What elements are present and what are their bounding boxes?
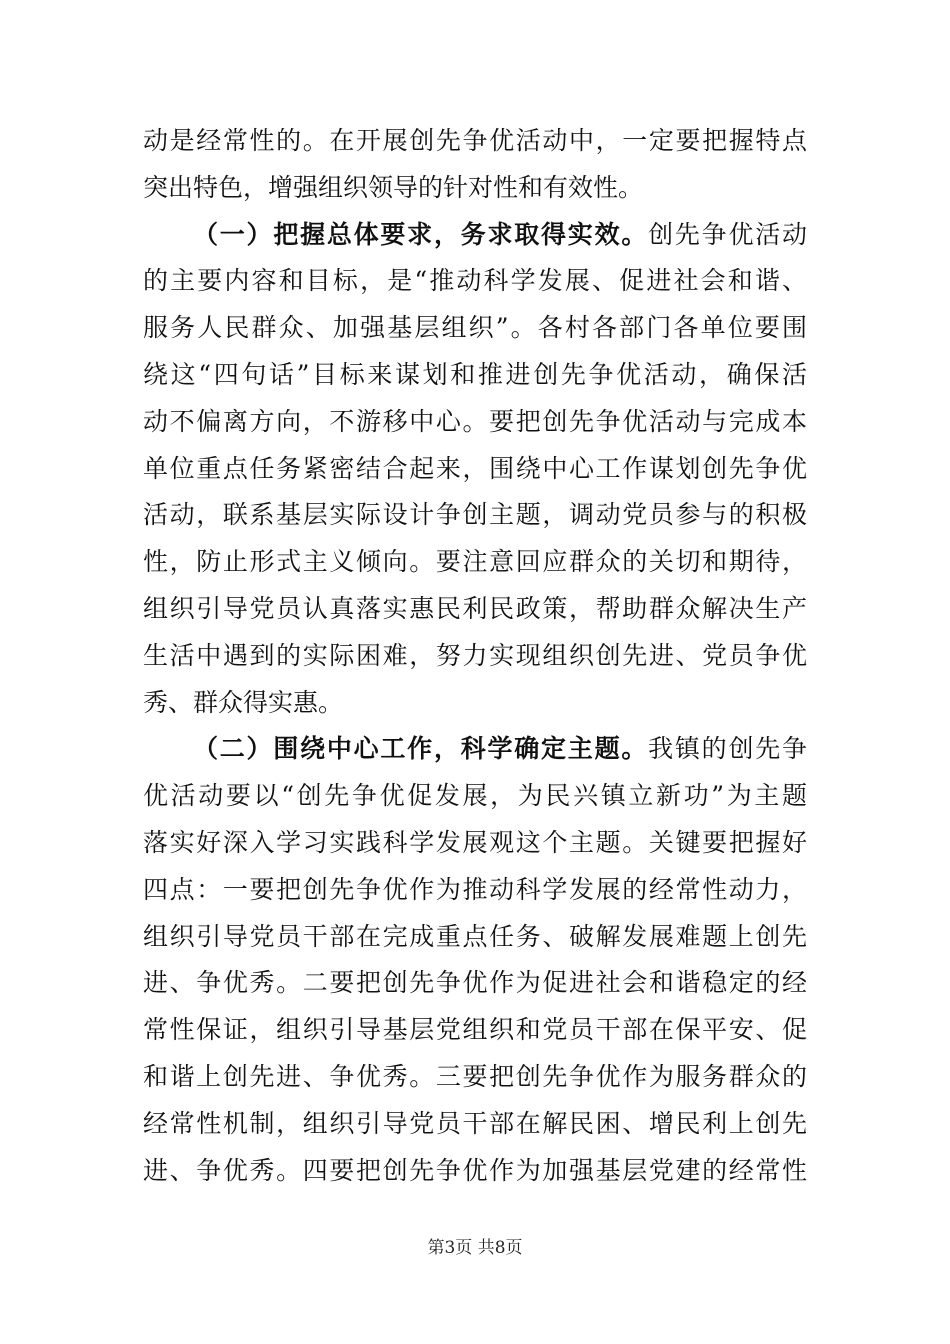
paragraph-first-line <box>143 726 807 773</box>
text-line: 活动，联系基层实际设计争创主题，调动党员参与的积极 <box>143 500 807 530</box>
text-line: 突出特色，增强组织领导的针对性和有效性。 <box>143 172 644 202</box>
text-line: 绕这“四句话”目标来谋划和推进创先争优活动，确保活 <box>143 359 807 389</box>
text-line: 单位重点任务紧密结合起来，围绕中心工作谋划创先争优 <box>143 453 807 483</box>
page-number: 第3页 共8页 <box>427 1238 523 1258</box>
text-line: 和谐上创先进、争优秀。三要把创先争优作为服务群众的 <box>143 1061 807 1091</box>
text-line: 经常性机制，组织引导党员干部在解民困、增民利上创先 <box>143 1108 807 1138</box>
section-heading: （一）把握总体要求，务求取得实效。 <box>193 219 649 249</box>
text-run: 创先争优活动 <box>648 219 807 249</box>
text-line: 进、争优秀。二要把创先争优作为促进社会和谐稳定的经 <box>143 968 807 998</box>
text-line: 优活动要以“创先争优促发展，为民兴镇立新功”为主题 <box>143 781 807 811</box>
text-line: 秀、群众得实惠。 <box>143 687 344 717</box>
text-line: 四点：一要把创先争优作为推动科学发展的经常性动力， <box>143 874 807 904</box>
document-body <box>143 118 807 1194</box>
text-line: 组织引导党员认真落实惠民利民政策，帮助群众解决生产 <box>143 593 807 623</box>
text-line: 落实好深入学习实践科学发展观这个主题。关键要把握好 <box>143 827 807 857</box>
text-line: 动不偏离方向，不游移中心。要把创先争优活动与完成本 <box>143 406 807 436</box>
paragraph-first-line <box>143 212 807 259</box>
page-footer <box>0 1236 950 1260</box>
text-line: 生活中遇到的实际困难，努力实现组织创先进、党员争优 <box>143 640 807 670</box>
text-line: 服务人民群众、加强基层组织”。各村各部门各单位要围 <box>143 313 807 343</box>
text-line: 的主要内容和目标，是“推动科学发展、促进社会和谐、 <box>143 266 807 296</box>
text-line: 动是经常性的。在开展创先争优活动中，一定要把握特点 <box>143 126 807 155</box>
text-run: 我镇的创先争 <box>648 734 807 764</box>
text-line: 进、争优秀。四要把创先争优作为加强基层党建的经常性 <box>143 1155 807 1185</box>
text-line: 组织引导党员干部在完成重点任务、破解发展难题上创先 <box>143 921 807 951</box>
text-line: 性，防止形式主义倾向。要注意回应群众的关切和期待， <box>143 547 807 577</box>
section-heading: （二）围绕中心工作，科学确定主题。 <box>193 734 649 764</box>
text-line: 常性保证，组织引导基层党组织和党员干部在保平安、促 <box>143 1015 807 1045</box>
